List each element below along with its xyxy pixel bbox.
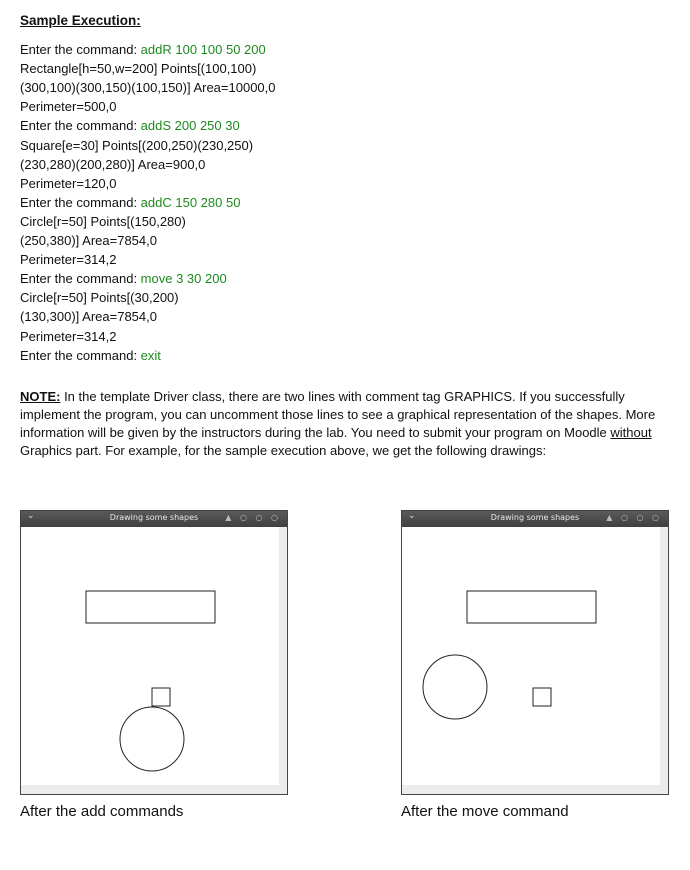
- line-text: Square[e=30] Points[(200,250)(230,250): [20, 137, 254, 153]
- square-shape: [152, 688, 170, 706]
- line-text: Rectangle[h=50,w=200] Points[(100,100): [20, 61, 257, 77]
- transcript-line: [20, 176, 116, 192]
- transcript-line: [20, 118, 240, 134]
- circle-shape: [423, 655, 487, 719]
- circle-shape: [120, 707, 184, 771]
- line-text: Circle[r=50] Points[(30,200): [20, 290, 179, 306]
- line-text: Perimeter=120,0: [20, 175, 117, 191]
- line-text: (300,100)(300,150)(100,150)] Area=10000,0: [20, 80, 276, 96]
- transcript-line: [20, 309, 157, 325]
- command-text: exit: [140, 347, 161, 363]
- note-text-2: Graphics part. For example, for the sample execution above, we get the following drawings:: [20, 443, 547, 458]
- window-title: Drawing some shapes: [109, 513, 199, 522]
- command-text: addS 200 250 30: [140, 118, 240, 134]
- transcript-line: [20, 80, 276, 96]
- line-text: Perimeter=314,2: [20, 328, 117, 344]
- line-text: Enter the command:: [20, 271, 141, 287]
- caption-move: After the move command: [401, 803, 569, 820]
- window-titlebar: [402, 511, 668, 527]
- line-text: (230,280)(200,280)] Area=900,0: [20, 156, 206, 172]
- vertical-scrollbar[interactable]: [660, 527, 668, 794]
- transcript-line: [20, 348, 161, 364]
- horizontal-scrollbar[interactable]: [21, 785, 287, 794]
- transcript-line: [20, 252, 116, 268]
- line-text: (250,380)] Area=7854,0: [20, 233, 157, 248]
- note-underlined-word: without: [610, 425, 652, 440]
- square-shape: [533, 688, 551, 706]
- line-text: Circle[r=50] Points[(150,280): [20, 213, 186, 229]
- transcript-line: [20, 42, 266, 58]
- transcript-line: [20, 233, 157, 249]
- line-text: Enter the command:: [20, 42, 141, 57]
- vertical-scrollbar[interactable]: [279, 527, 287, 794]
- note-paragraph: [20, 388, 670, 460]
- chevron-down-icon[interactable]: ⌄: [27, 511, 35, 521]
- rectangle-shape: [467, 591, 596, 623]
- window-titlebar: [21, 511, 287, 527]
- transcript-line: [20, 61, 256, 77]
- drawing-canvas: [21, 527, 281, 786]
- rectangle-shape: [86, 591, 215, 623]
- transcript-line: [20, 138, 253, 154]
- line-text: Enter the command:: [20, 118, 141, 134]
- transcript-line: [20, 329, 116, 345]
- chevron-down-icon[interactable]: ⌄: [408, 511, 416, 521]
- drawing-window-move: [401, 510, 669, 795]
- command-text: addR 100 100 50 200: [140, 42, 266, 57]
- transcript-line: [20, 290, 179, 306]
- window-title: Drawing some shapes: [490, 513, 580, 522]
- transcript-line: [20, 195, 240, 211]
- note-text-1: In the template Driver class, there are two lines with comment tag GRAPHICS. If you successfully implement the program, you can uncomment those lines to see a graphical representation of the shapes. More information will be given by the instructors during the lab. You need to submit your program on Moodle: [20, 389, 656, 440]
- window-controls[interactable]: ▲ ○ ○ ○: [225, 513, 281, 522]
- command-text: move 3 30 200: [140, 271, 227, 287]
- transcript-line: [20, 157, 205, 173]
- transcript-line: [20, 271, 227, 287]
- horizontal-scrollbar[interactable]: [402, 785, 668, 794]
- transcript-line: [20, 99, 116, 115]
- section-heading: Sample Execution:: [20, 13, 141, 28]
- command-text: addC 150 280 50: [140, 194, 241, 210]
- note-label: NOTE:: [20, 389, 61, 404]
- line-text: Enter the command:: [20, 347, 141, 363]
- window-controls[interactable]: ▲ ○ ○ ○: [606, 513, 662, 522]
- drawing-canvas: [402, 527, 662, 786]
- transcript-line: [20, 214, 186, 230]
- line-text: Perimeter=314,2: [20, 252, 117, 268]
- caption-add: After the add commands: [20, 803, 184, 820]
- drawing-window-add: [20, 510, 288, 795]
- line-text: Perimeter=500,0: [20, 99, 117, 115]
- line-text: Enter the command:: [20, 194, 141, 210]
- line-text: (130,300)] Area=7854,0: [20, 309, 157, 325]
